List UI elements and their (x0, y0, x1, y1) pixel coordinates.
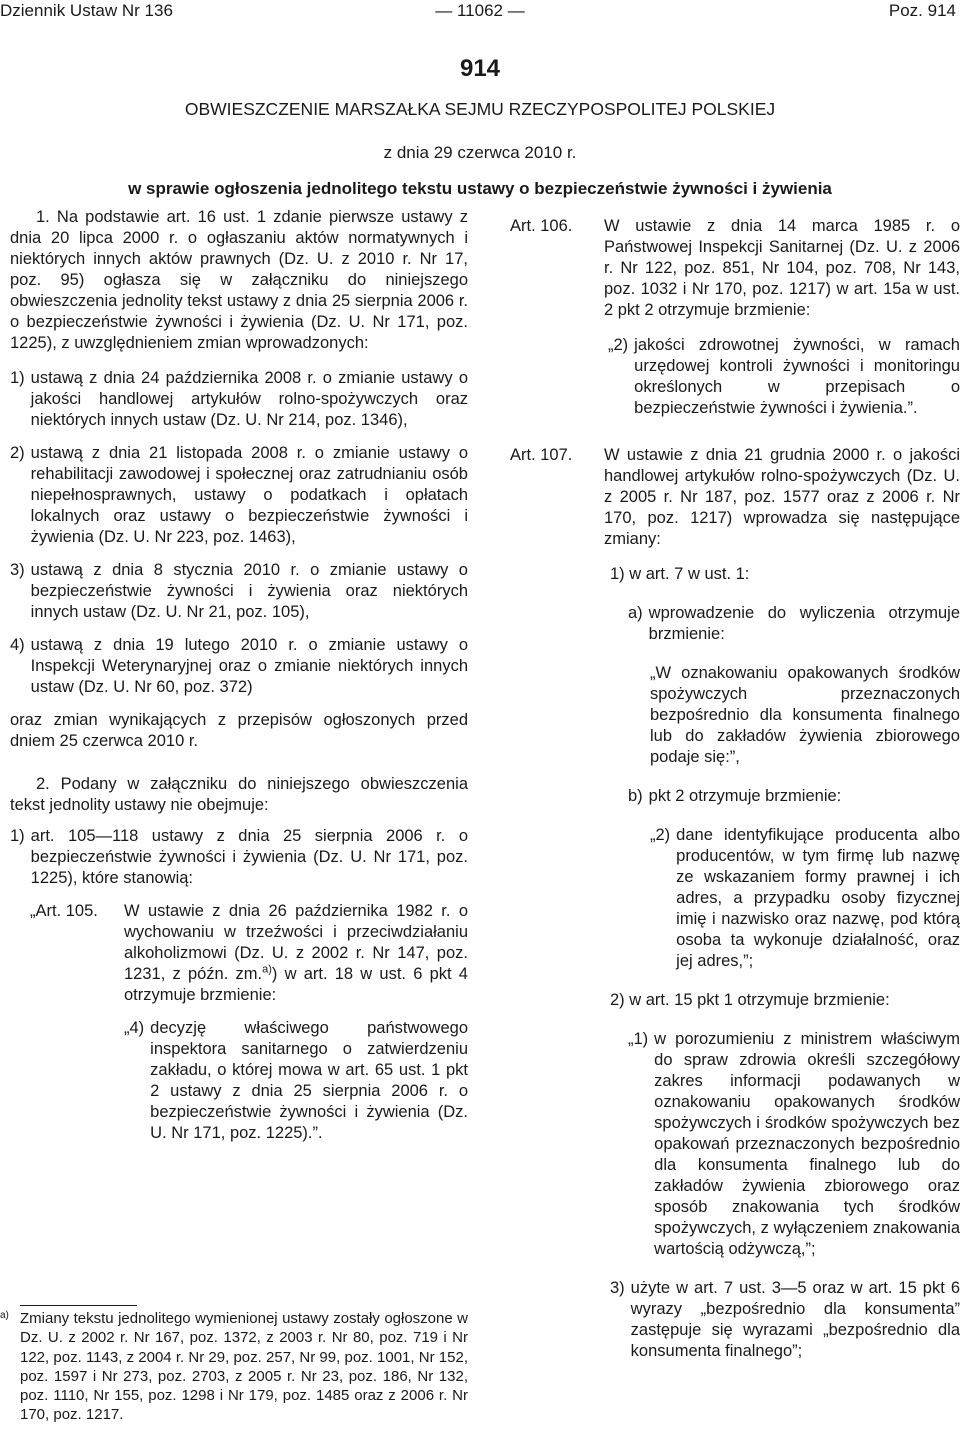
item-text: użyte w art. 7 ust. 3—5 oraz w art. 15 pkt 6 wyrazy „bezpośrednio dla konsumenta” zastępuje się wyrazami „bezpośrednio dla konsumenta finalnego”; (630, 1279, 960, 1360)
paragraph-2: 2. Podany w załączniku do niniejszego obwieszczenia tekst jednolity ustawy nie obejmuje: (10, 775, 468, 814)
item-number: „2) (608, 336, 629, 354)
article-heading: „Art. 105. (30, 902, 98, 920)
quoted-text: dane identyfikujące producenta albo producentów, w tym firmę lub nazwę ze wskazaniem formy prawnej i ich adres, a przypadku osoby fizycznej imię i nazwisko oraz nazwę, pod którą osoba ta wykonuje działalność, oraz jej adres,”; (676, 826, 960, 970)
exclusion-item (10, 826, 468, 889)
footnote (0, 1309, 468, 1425)
article-text: W ustawie z dnia 21 grudnia 2000 r. o jakości handlowej artykułów rolno-spożywczych (Dz. U. z 2005 r. Nr 187, poz. 1577 oraz z 2006 r. Nr 170, poz. 1217) wprowadza się następujące zmiany: (604, 446, 960, 548)
running-header (0, 0, 960, 22)
quoted-provision (650, 825, 960, 972)
article-heading: Art. 107. (510, 446, 573, 464)
footnote-text: Zmiany tekstu jednolitego wymienionej ustawy zostały ogłoszone w Dz. U. z 2002 r. Nr 167, poz. 1372, z 2003 r. Nr 80, poz. 719 i Nr 122, poz. 1143, z 2004 r. Nr 29, poz. 257, Nr 99, poz. 1001, Nr 152, poz. 1597 i Nr 273, poz. 2703, z 2005 r. Nr 23, poz. 186, Nr 132, poz. 1110, Nr 155, poz. 1298 i Nr 179, poz. 1485 oraz z 2006 r. Nr 170, poz. 1217. (20, 1310, 468, 1424)
item-text: ustawą z dnia 19 lutego 2010 r. o zmianie ustawy o Inspekcji Weterynaryjnej oraz o zmianie niektórych innych ustaw (Dz. U. Nr 60, poz. 372) (30, 636, 468, 696)
item-text: art. 105—118 ustawy z dnia 25 sierpnia 2006 r. o bezpieczeństwie żywności i żywienia (Dz. U. Nr 171, poz. 1225), które stanowią: (30, 827, 468, 887)
item-number: 3) (10, 561, 25, 579)
article-106 (510, 216, 960, 321)
act-number: 914 (459, 55, 501, 82)
quoted-text: jakości zdrowotnej żywności, w ramach urzędowej kontroli żywności i monitoringu określonych w przepisach o bezpieczeństwie żywności i żywienia.”. (634, 336, 960, 417)
item-letter: b) (628, 787, 643, 805)
amendment-1: 1) w art. 7 w ust. 1: (610, 565, 750, 583)
amendment-3 (610, 1278, 960, 1362)
article-text: W ustawie z dnia 14 marca 1985 r. o Państwowej Inspekcji Sanitarnej (Dz. U. z 2006 r. Nr 122, poz. 851, Nr 104, poz. 708, Nr 143, poz. 1032 i Nr 170, poz. 1217) w art. 15a w ust. 2 pkt 2 otrzymuje brzmienie: (604, 217, 960, 319)
act-subject: w sprawie ogłoszenia jednolitego tekstu ustawy o bezpieczeństwie żywności i żywienia (128, 179, 832, 198)
article-text-part: W ustawie z dnia 26 października 1982 r. o wychowaniu w trzeźwości i przeciwdziałaniu alkoholizmowi (Dz. U. z 2002 r. Nr 147, poz. 1231, z późn. zm. (124, 902, 468, 983)
article-107 (510, 445, 960, 550)
article-heading: Art. 106. (510, 217, 573, 235)
quoted-text: „W oznakowaniu opakowanych środków spożywczych przeznaczonych bezpośrednio dla konsumenta finalnego lub do zakładów żywienia zbiorowego podaje się:”, (650, 664, 960, 766)
quoted-text: w porozumieniu z ministrem właściwym do spraw zdrowia określi szczegółowy zakres informacji podawanych w oznakowaniu opakowanych środków spożywczych i środków spożywczych bez opakowań przeznaczonych bezpośrednio dla konsumenta finalnego lub do zakładów żywienia zbiorowego oraz sposób znakowania tych środków spożywczych, z wyłączeniem znakowania wartością odżywczą,”; (654, 1030, 960, 1258)
list-item (10, 443, 468, 548)
quoted-text: decyzję właściwego państwowego inspektora sanitarnego o zatwierdzeniu zakładu, o której mowa w art. 65 ust. 1 pkt 2 ustawy z dnia 25 sierpnia 2006 r. o bezpieczeństwie żywności i żywienia (Dz. U. Nr 171, poz. 1225).”. (150, 1019, 468, 1142)
journal-name: Dziennik Ustaw Nr 136 (0, 1, 173, 20)
list-item (10, 635, 468, 698)
item-text: ustawą z dnia 21 listopada 2008 r. o zmianie ustawy o rehabilitacji zawodowej i społecznej oraz zatrudnianiu osób niepełnosprawnych, ustawy o podatkach i opłatach lokalnych oraz ustawy o bezpieczeństwie żywności i żywienia (Dz. U. Nr 223, poz. 1463), (30, 444, 468, 546)
act-title: OBWIESZCZENIE MARSZAŁKA SEJMU RZECZYPOSPOLITEJ POLSKIEJ (184, 99, 776, 119)
item-number: 1) (10, 827, 25, 845)
right-column (510, 216, 960, 1362)
item-letter: a) (628, 604, 643, 622)
quoted-provision (608, 335, 960, 419)
item-text: ustawą z dnia 8 stycznia 2010 r. o zmianie ustawy o bezpieczeństwie żywności i żywienia oraz niektórych innych ustaw (Dz. U. Nr 21, poz. 105), (30, 561, 468, 621)
amendment-1b (628, 786, 960, 807)
item-number: 4) (10, 636, 25, 654)
article-text (124, 901, 468, 1006)
item-number: 2) (10, 444, 25, 462)
paragraph-after-list: oraz zmian wynikających z przepisów ogłoszonych przed dniem 25 czerwca 2010 r. (10, 711, 468, 750)
item-text: pkt 2 otrzymuje brzmienie: (648, 787, 842, 805)
list-item (10, 560, 468, 623)
footnote-reference: a) (262, 963, 272, 976)
item-number: 1) (10, 369, 25, 387)
item-number: „4) (124, 1019, 145, 1037)
amendment-1a (628, 603, 960, 645)
footnote-mark: a) (0, 1310, 9, 1321)
position-number: Poz. 914 (888, 1, 956, 20)
left-column (10, 207, 468, 1144)
quoted-provision (628, 1029, 960, 1260)
item-text: wprowadzenie do wyliczenia otrzymuje brzmienie: (648, 604, 960, 643)
item-text: ustawą z dnia 24 października 2008 r. o zmianie ustawy o jakości handlowej artykułów rolno-spożywczych oraz niektórych innych ustaw (Dz. U. Nr 214, poz. 1346), (30, 369, 468, 429)
item-number: 3) (610, 1279, 625, 1297)
paragraph-1: 1. Na podstawie art. 16 ust. 1 zdanie pierwsze ustawy z dnia 20 lipca 2000 r. o ogłaszaniu aktów normatywnych i niektórych innych aktów prawnych (Dz. U. z 2010 r. Nr 17, poz. 95) ogłasza się w załączniku do niniejszego obwieszczenia jednolity tekst ustawy z dnia 25 sierpnia 2006 r. o bezpieczeństwie żywności i żywienia (Dz. U. Nr 171, poz. 1225), z uwzględnieniem zmian wprowadzonych: (10, 208, 468, 352)
page-number: — 11062 — (435, 1, 525, 20)
list-item (10, 368, 468, 431)
quoted-provision (124, 1018, 468, 1144)
item-number: „1) (628, 1030, 649, 1048)
act-date: z dnia 29 czerwca 2010 r. (383, 143, 577, 162)
amendment-2: 2) w art. 15 pkt 1 otrzymuje brzmienie: (610, 991, 890, 1009)
footnote-divider (20, 1305, 137, 1306)
item-number: „2) (650, 826, 671, 844)
article-text-part: ) w art. 18 w ust. 6 pkt 4 otrzymuje brzmienie: (124, 965, 468, 1004)
article-105 (30, 901, 468, 1006)
